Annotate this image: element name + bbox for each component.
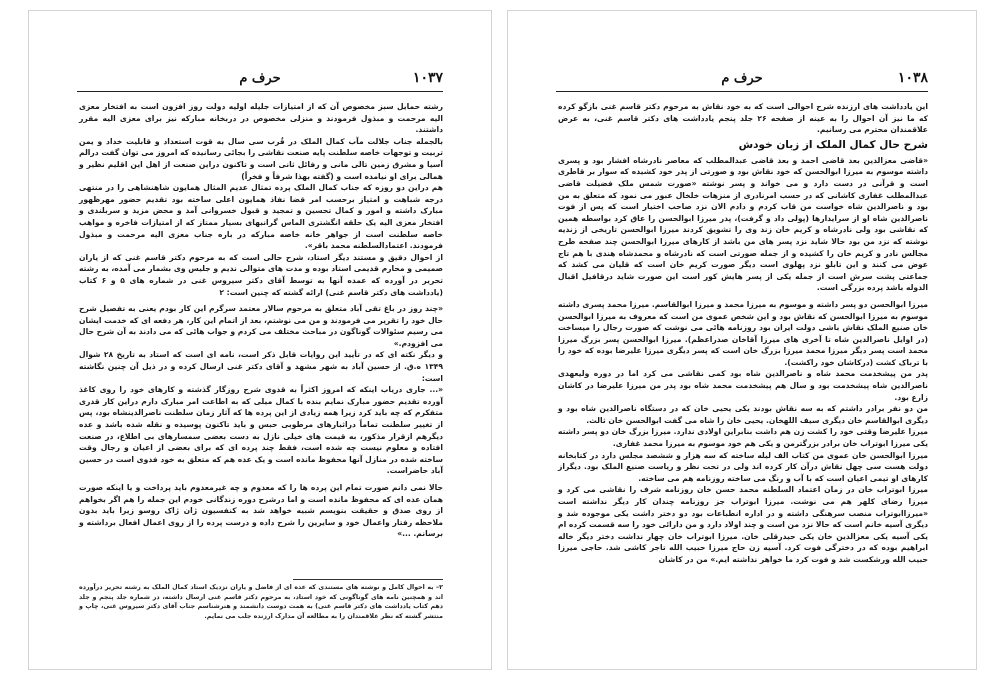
paragraph: «قاضی معزالدین بعد قاضی احمد و بعد قاضی عبدالمطلب که معاصر نادرشاه افشار بود و پسری داشته موسوم به میرزا ابوالحسن که خود نقاش بود و صورتی از پدر خود کشیده که سوار بر قاطری است و قرآنی در دست دارد و می خواند و پسر نوشته «صورت شمس ملک فضیلت قاضی عبدالمطلب غفاری کاشانی که در حسب امرنادری از منزهات خلخال عبور می نمود که متعلق به من بود و ناصرالدین شاه خواست من قاب کردم و دادم الان نزد صاحب اختیار است که پس از فوت ناصرالدین شاه او از سرایدارها (پولی داد و گرفت)، پدر میرزا ابوالحسن را عاق کرد بواسطه همین که نقاشی بود ولی نادرشاه و کریم خان زند وی را تشویق کردند میرزا ابوالحسن تاریخی از زندیه نوشته که نزد من بود حالا شاید نزد پسر های من باشد از کارهای میرزا ابوالحسن چند صفحه طرح مجالس نادر و کریم خان را کشیده و از جمله صورتی است که نادرشاه و محمدشاه هندی با هم تاج عوض می کنند و این تابلو نزد پهلوی است دیگر صورت کریم خان است که قلیان می کشد که جماعتی پشت سرش است از جمله یکی از پسر هایش کور است این صورت شاید درقافیل اقبال الدوله باشد پرده بزرگی است.	[558, 155, 928, 293]
paragraph: رشته حمایل سبز مخصوص آن که از امتیازات جلیله اولیه دولت روز افزون است به افتخار معزی الیه مرحمت و مبذول فرمودند و منزلی مخصوص در دربخانه مبارکه نیز برای معزی الیه مقرر داشتند.	[79, 102, 443, 135]
paragraph: و دیگر نکته ای که در تأیید این روایات قابل ذکر است، نامه ای است که استاد به تاریخ ۲۸ شوال ۱۳۴۹ ه.ق. از حسین آباد به شهر مشهد و آقای دکتر غنی ارسال کرده و در ذیل آن چنین نگاشته است:	[79, 350, 443, 383]
paragraph: میرزا علیرضا وقتی خود را کشت زن هم داشت بنابراین اولادی ندارد. میرزا بزرگ خان دو پسر داشته یکی میرزا ابوتراب خان برادر بزرگترمن و یکی هم خود موسوم به میرزا محمد غفاری.	[558, 427, 928, 449]
running-head-title: حرف م	[721, 71, 763, 86]
left-page-body	[79, 101, 443, 540]
paragraph: «... جاری دریاب اینکه که امروز اکثراً به قدوی شرح روزگار گذشته و کارهای خود را روی کاغذ آورده تقدیم حضور مبارک نمایم بنده با کمال میلی که به اطاعت امر مبارک دارم دراین کار قدری متفکرم که چه باید کرد زیرا همه زیادی از این پرده ها که آثار زمان سلطنت ناصرالدینشاه بود، پس از تغییر سلطنت تماماً دراثبارهای مرطوبی حبس و باید تاکنون پوسیده و نقله شده باشد و عده دیگرهم ازقرار مذکور، به قیمت های خیلی نازل به دست بعضی سمسارهای بی اطلاع، در صنعت افتاده و معلوم نیست چه شده است، فقط چند پرده ای که برای بعضی از اعیان و رجال وقت ساخته شده در منازل آنها محفوظ مانده است و یک عده هم که متعلق به خود فدوی است در حسین آباد حاضراست.	[79, 385, 443, 476]
paragraph: از احوال دقیق و مستند دیگر استاد، شرح حالی است که به مرحوم دکتر قاسم غنی که از یاران صمیمی و محارم قدیمی استاد بوده و مدت های متوالی ندیم و جلیس وی بشمار می آمده، به رشته تحریر در آورده که عمده آنها به توسط آقای دکتر سیروس غنی در شماره های ۵ و ۶ کتاب (یادداشت های دکتر قاسم غنی) ارائه گشته که چنین است: ۲	[79, 252, 443, 297]
footnote-divider	[293, 579, 443, 580]
left-page-header	[77, 69, 443, 92]
running-head-title: حرف م	[239, 71, 281, 86]
paragraph: میرزا ابوالحسن خان عموی من کتاب الف لیله ساخته که سه هزار و ششصد مجلس دارد در کتابخانه دولت هست سی چهل نقاش درآن کار کرده اند ولی در تحت نظر و ریاست صنیع الملک بود. دیگراز کارهای او تیمی اعیان است که با آب و رنگ می ساخته روزنامه هم می ساخته.	[558, 450, 928, 483]
page-number: ۱۰۳۸	[897, 70, 928, 86]
paragraph: من دو نفر برادر داشتم که به سه نقاش بودند یکی یحیی خان که در دستگاه ناصرالدین شاه بود و دیگری ابوالقاسم خان دیگری سیف اللهخان. یحیی خان را شاه می گفت ابوالحسن خان ثالث.	[558, 404, 928, 425]
page-number: ۱۰۳۷	[412, 70, 443, 86]
section-heading: شرح حال کمال الملک از زبان خودش	[738, 138, 928, 151]
right-page	[507, 10, 977, 670]
right-page-body	[558, 101, 928, 566]
left-page	[28, 10, 492, 670]
paragraph: هم دراین دو روزه که جناب کمال الملک پرده تمثال عدیم المثال همایون شاهنشاهی را در منتهی درجه شباهت و امتیاز برحسب امر قضا نفاذ همایون اعلی ساخته بود تقدیم حضور مهرظهور مبارک داشته و امور و کمال تحسین و تمجید و قبول خسروانی آمد و محض مزید و سربلندی و افتخار معزی الیه یک حلقه انگشتری الماس گرانبهای بسیار ممتاز که از امتیازات فاخره و مواهب خاصه سلطنت است از جواهر خانه خاصه مبارکه در باره جناب معزی الیه مرحمت و مبذول فرمودند. اعتمادالسلطنه محمد باقر».	[79, 183, 443, 251]
footnote: ۲– به احوال کامل و نوشته های مستندی که عده ای از فاضل و یاران نزدیک استاد کمال الملک به رشته تحریر درآورده اند و همچنین نامه های گوناگونی که خود استاد، به مرحوم دکتر قاسم غنی ارسال داشته، در شماره جلد پنجم و جلد دهم کتاب یادداشت های دکتر قاسم غنی) به همت دوست دانشمند و هنرشناسم جناب آقای دکتر سیروس غنی، چاپ و منتشر گشته که نظر علاقمندان را به مطالعه آن مدارک ارزنده جلب می نمایم.	[79, 584, 443, 620]
paragraph: پدر من پیشخدمت محمد شاه و ناصرالدین شاه بود کمی نقاشی می کرد اما در دوره ولیعهدی ناصرالدین شاه پیشخدمت بود و سال هم پیشخدمت محمد شاه بود پدر من میرزا علیرضا در کاشان زارع بود.	[558, 369, 928, 402]
paragraph: «چند روز در باغ تقی آباد متعلق به مرحوم سالار معتمد سرگرم این کار بودم یعنی به تفصیل شرح حال خود را تقریر می فرمودند و من می نوشتم، بعد از اتمام این کار، هر دفعه ای که خدمت ایشان می رسیم سئوالات گوناگون در مباحث مختلف می کردم و جواب هائی که می دادند به آن شرح حال می افزودم.»	[79, 304, 443, 348]
right-page-header	[556, 69, 928, 92]
intro-paragraph: این یادداشت های ارزنده شرح احوالی است که به خود نقاش به مرحوم دکتر قاسم غنی بازگو کرده که ما نیز آن احوال را به عینه از صفحه ۲۶ جلد پنجم یادداشت های دکتر قاسم غنی، به عرض علاقمندان محترم می رسانیم.	[558, 102, 928, 135]
paragraph: میرزا ابوتراب خان در زمان اعتماد السلطنه محمد حسن خان روزنامه شرف را نقاشی می کرد و میرزا رضای کلهر هم می نوشت. میرزا ابوتراب جز روزنامه چندان کار دیگر نداشته است «میرزاابوتراب منصب سرهنگی داشته و در اداره انطباعات بود دو دختر داشت یکی موجوده شد و دیگری آسیه خانم است که حالا نزد من است و چند اولاد دارد و من دارائی خود را سه قسمت کرده ام یکی آسیه یکی معزالدین خان یکی حیدرقلی خان. میرزا ابوتراب خان چهار نداشت دختر دیگر خاله ابراهیم بوده که در دخترگی فوت کرد. آسیه زن حاج میرزا حبیب الله تاجر کاشی شد. حاجی میرزا حبیب الله ورشکست شد و فوت کرد ما خواهر نداشته ایم.» من در کاشان	[558, 485, 928, 564]
paragraph: حالا نمی دانم صورت تمام این پرده ها را که معدوم و چه غیرمعدوم باید پرداخت و یا اینکه صورت همان عده ای که محفوظ مانده است و اما درشرح دوره زندگانی خودم این جمله را هم اگر بخواهم از روی صدق و حقیقت بنویسم شبیه خواهد شد به کنفسیون ژان ژاک روسو زیرا باید بدون ملاحظه رفتار واعمال خود و سایرین را شرح داده و درست پرده را از روی اعمال افعال برداشته و برسانم. ...»	[79, 483, 443, 539]
paragraph: بالجمله جناب جلالت مآب کمال الملک در قُرب سی سال به قوت استعداد و قابلیت خداد و یمن تربیت و توجهات خاصه سلطنت پایه صنعت نقاشی را بجائی رسانیده که امروز می توان گفت درالم آسیا و مشرق زمین تالی مانی و رفائل ثانی است و تاکنون دراین صنعت از اهل این اقلیم نظیر و همالی برای او نیامده است و (گفته بهذا شرفاً و فخراً)	[79, 136, 443, 181]
paragraph: میرزا ابوالحسن دو پسر داشته و موسوم به میرزا محمد و میرزا ابوالقاسم. میرزا محمد پسری داشته موسوم به میرزا ابوالحسن که نقاش بود و این شخص عموی من است که معروف به میرزا ابوالحسن خان صنیع الملک نقاش باشی دولت ایران بود روزنامه هائی می نوشت که صورت رجال را میساخت (در اوایل ناصرالدین شاه تا آخری های میرزا آقاخان صدراعظم). میرزا ابوالحسن پسر بزرگ میرزا محمد است پسر دیگر میرزا محمد میرزا بزرگ خان است که پسر دیگری میرزا علیرضا بوده که خود را با ترباک کشت (درکاشان خود راکشت).	[558, 299, 928, 367]
